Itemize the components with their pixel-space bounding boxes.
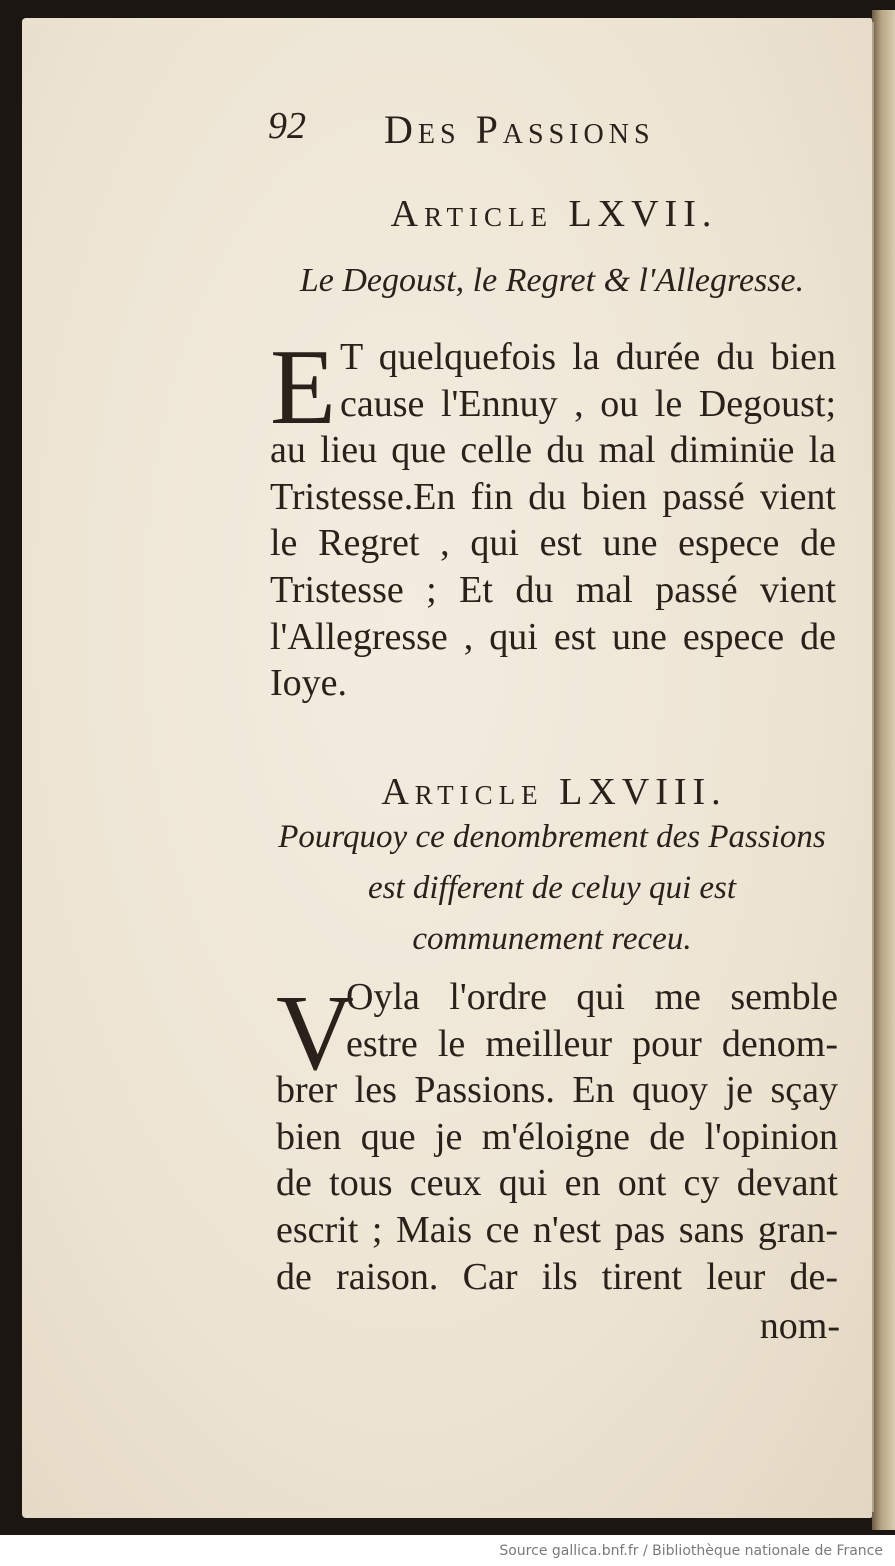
text-line: Tristesse.En fin du bien passé vient xyxy=(270,475,836,518)
article-67-heading: Article LXVII. xyxy=(390,193,718,235)
text-line: au lieu que celle du mal diminüe la xyxy=(270,429,836,472)
title-line: communement receu. xyxy=(412,921,692,957)
source-footer xyxy=(0,1535,895,1566)
running-head: Des Passions xyxy=(384,107,655,152)
title-line: Pourquoy ce denombrement des Passions xyxy=(278,819,826,855)
adjacent-leaf-edge xyxy=(872,10,895,1530)
catchword: nom- xyxy=(759,1305,840,1347)
article-67-title: Le Degoust, le Regret & l'Allegresse. xyxy=(299,262,805,299)
text-line: l'Allegresse , qui est une espece de xyxy=(270,615,836,658)
page-number: 92 xyxy=(268,105,306,147)
text-line: T quelquefois la durée du bien xyxy=(340,336,836,378)
text-line: le Regret , qui est une espece de xyxy=(270,522,836,565)
text-line: Oyla l'ordre qui me semble xyxy=(346,976,838,1018)
article-67-paragraph xyxy=(270,328,836,707)
text-line: cause l'Ennuy , ou le Degoust; xyxy=(340,382,836,425)
page-header xyxy=(268,104,848,154)
text-line: de raison. Car ils tirent leur de- xyxy=(276,1255,838,1298)
text-line: Tristesse ; Et du mal passé vient xyxy=(270,568,836,611)
text-line: bien que je m'éloigne de l'opinion xyxy=(276,1115,838,1158)
text-line: brer les Passions. En quoy je sçay xyxy=(276,1069,838,1112)
article-68-heading: Article LXVIII. xyxy=(381,771,727,813)
drop-cap-e: E xyxy=(270,328,336,447)
article-68-title xyxy=(262,812,842,965)
text-line: escrit ; Mais ce n'est pas sans gran- xyxy=(276,1208,838,1251)
title-line: est different de celuy qui est xyxy=(367,870,737,906)
text-line: Ioye. xyxy=(270,662,348,705)
source-credit: Source gallica.bnf.fr / Bibliothèque nationale de France xyxy=(499,1543,883,1559)
text-line: de tous ceux qui en ont cy devant xyxy=(276,1162,838,1205)
article-68-paragraph xyxy=(276,974,838,1300)
text-line: estre le meilleur pour denom- xyxy=(346,1022,838,1065)
drop-cap-v: V xyxy=(276,974,354,1093)
